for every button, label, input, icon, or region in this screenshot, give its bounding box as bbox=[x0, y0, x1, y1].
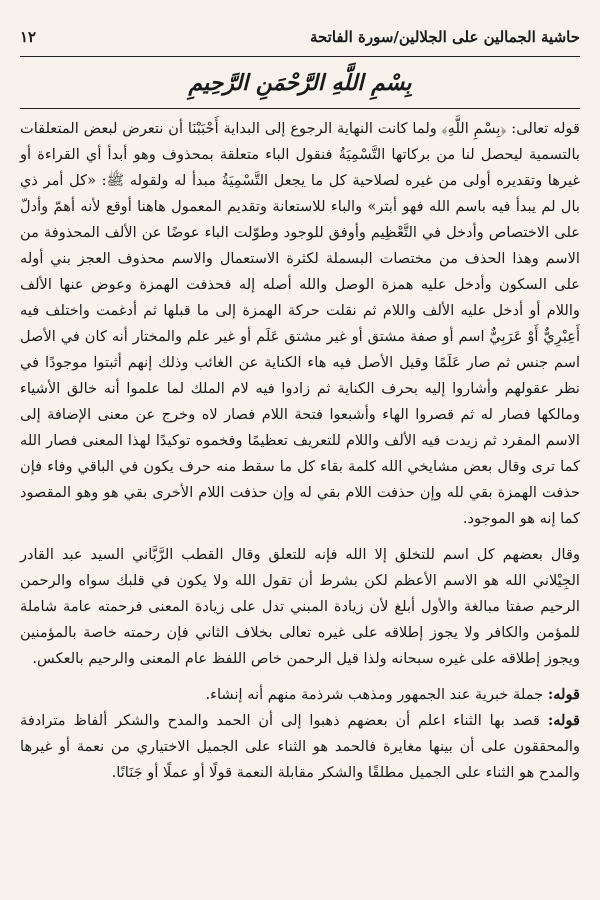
basmala-divider bbox=[20, 108, 580, 109]
running-title: حاشية الجمالين على الجلالين/سورة الفاتحة bbox=[309, 28, 580, 46]
commentary-body bbox=[20, 116, 580, 892]
header-divider bbox=[20, 56, 580, 57]
commentary-paragraph: قوله تعالى: ﴿بِسْمِ اللَّهِ﴾ ولما كانت النهاية الرجوع إلى البداية أَحْبَبْنَا أن نتعرض لبعض المتعلقات بالتسمية ليحصل لنا من بركاتها التَّسْمِيَةُ فنقول الباء متعلقة بمحذوف وهو أبدأ أي القراءة أو غيرها وتقديره أولى من غيره لصلاحية كل ما يجعل التَّسْمِيَةُ مبدأ له ولقوله ﷺ: «كل أمر ذي بال لم يبدأ فيه باسم الله فهو أبتر» والباء للاستعانة وتقديم المعمول هاهنا أوقع لأنه أهمّ وأدلّ على الاختصاص وأدخل في التَّعْظِيم وأوفق للوجود وطوّلت الباء عوضًا عن الألف المحذوفة من الاسم وهذا الحذف من مختصات البسملة لكثرة الاستعمال والاسم محذوف العجز بني أوله على السكون وأدخل عليه همزة الوصل والله أصله إله فحذفت الهمزة وعوض عنها الألف واللام أو أدخل عليه الألف واللام ثم نقلت حركة الهمزة إلى ما قبلها ثم أدغمت واختلف فيه أَعِبْرِيٌّ أَوْ عَرَبِيٌّ اسم أو صفة مشتق أو غير مشتق عَلَم أو غير علم والمختار أنه كان في الأصل اسم جنس ثم صار عَلَمًا وقيل الأصل فيه هاء الكناية عن الغائب وذلك إنهم أثبتوا موجودًا في نظر عقولهم وأشاروا إليه بحرف الكناية ثم زادوا فيه لام الملك لما علموا أنه خالق الأشياء ومالكها فصار له ثم قصروا الهاء وأشبعوا فتحة اللام فصار لاه وخرج عن معنى الإضافة إلى الاسم المفرد ثم زيدت فيه الألف واللام للتعريف تعظيمًا وفخموه توكيدًا لهذا المعنى فصار الله كما ترى وقال بعض مشايخي الله كلمة بقاء كل ما سقط منه حرف يكون في الباقي وفاء فإن حذفت الهمزة بقي لله وإن حذفت اللام بقي له وإن حذفت اللام الأخرى بقي هو وهو المقصود كما إنه هو الموجود. bbox=[20, 120, 580, 527]
basmala-heading: بِسْمِ اللَّهِ الرَّحْمَنِ الرَّحِيمِ bbox=[188, 70, 412, 96]
note-text: قصد بها الثناء اعلم أن بعضهم ذهبوا إلى أن الحمد والمدح والشكر ألفاظ مترادفة والمحققون على أن بينها مغايرة فالحمد هو الثناء على الجميل الاختياري من نعمة أو غيرها والمدح هو الثناء على الجميل مطلقًا والشكر مقابلة النعمة قولًا أو عملًا أو جَنَانًا. bbox=[20, 712, 580, 781]
running-header bbox=[20, 22, 580, 52]
note-text: جملة خبرية عند الجمهور ومذهب شرذمة منهم أنه إنشاء. bbox=[205, 686, 548, 703]
page-number: ١٢ bbox=[20, 28, 37, 46]
note-entry bbox=[20, 708, 580, 786]
note-label: قوله: bbox=[547, 686, 580, 703]
note-entry bbox=[20, 682, 580, 708]
commentary-paragraph: وقال بعضهم كل اسم للتخلق إلا الله فإنه للتعلق وقال القطب الرَّبَّاني السيد عبد القادر الجِيْلاني الله هو الاسم الأعظم لكن بشرط أن تقول الله ولا يكون في قلبك سواه والرحمن الرحيم صفتا مبالغة والأول أبلغ لأن زيادة المبني تدل على زيادة المعنى فرحمته عامة شاملة للمؤمن والكافر ولا يجوز إطلاقه على غيره تعالى بخلاف الثاني فإن رحمته خاصة بالمؤمنين ويجوز إطلاقه على غيره سبحانه ولذا قيل الرحمن خاص اللفظ عام المعنى والرحيم بالعكس. bbox=[20, 546, 580, 667]
note-label: قوله: bbox=[547, 712, 580, 729]
